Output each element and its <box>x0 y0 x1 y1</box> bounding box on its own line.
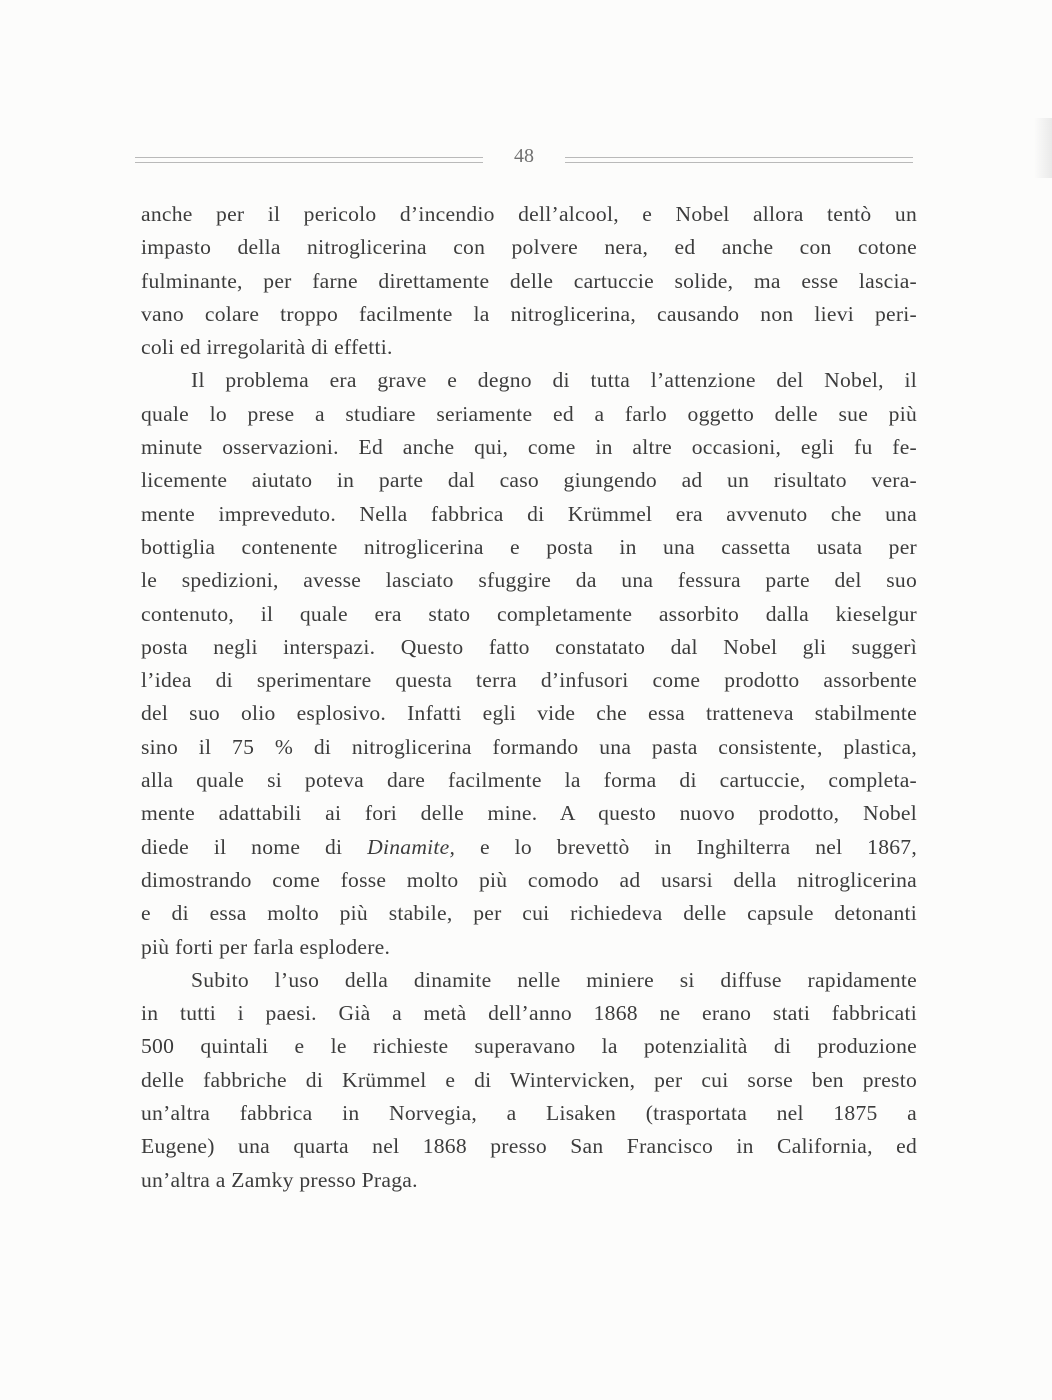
paragraph <box>141 198 917 364</box>
text-line: alla quale si poteva dare facilmente la forma di cartuccie, completa- <box>141 768 917 793</box>
paragraph <box>141 364 917 963</box>
text-line: minute osservazioni. Ed anche qui, come in altre occasioni, egli fu fe- <box>141 435 917 460</box>
text-line: le spedizioni, avesse lasciato sfuggire da una fessura parte del suo <box>141 568 917 593</box>
text-line: Subito l’uso della dinamite nelle miniere si diffuse rapidamente <box>191 967 917 992</box>
text-line: fulminante, per farne direttamente delle cartuccie solide, ma esse lascia- <box>141 268 917 293</box>
page-number: 48 <box>514 145 534 167</box>
text-line: impasto della nitroglicerina con polvere nera, ed anche con cotone <box>141 235 917 260</box>
text-line: sino il 75 % di nitroglicerina formando una pasta consistente, plastica, <box>141 734 917 759</box>
header-rule-right <box>565 157 913 163</box>
text-line: quale lo prese a studiare seriamente ed a farlo oggetto delle sue più <box>141 401 917 426</box>
text-line: anche per il pericolo d’incendio dell’alcool, e Nobel allora tentò un <box>141 202 917 226</box>
text-line: posta negli interspazi. Questo fatto constatato dal Nobel gli suggerì <box>141 634 917 659</box>
text-line: e di essa molto più stabile, per cui richiedeva delle capsule detonanti <box>141 901 917 926</box>
text-line: dimostrando come fosse molto più comodo ad usarsi della nitroglicerina <box>141 867 917 892</box>
text-line: Eugene) una quarta nel 1868 presso San Francisco in California, ed <box>141 1134 917 1159</box>
text-line: coli ed irregolarità di effetti. <box>141 335 393 360</box>
text-line: bottiglia contenente nitroglicerina e posta in una cassetta usata per <box>141 534 917 559</box>
text-line: 500 quintali e le richieste superavano la potenzialità di produzione <box>141 1034 917 1059</box>
paragraph <box>141 964 917 1197</box>
text-line: del suo olio esplosivo. Infatti egli vide che essa tratteneva stabilmente <box>141 701 917 726</box>
text-line: mente adattabili ai fori delle mine. A questo nuovo prodotto, Nobel <box>141 801 917 826</box>
page-edge-shadow <box>1034 118 1052 178</box>
text-line: più forti per farla esplodere. <box>141 934 391 959</box>
text-line: licemente aiutato in parte dal caso giungendo ad un risultato vera- <box>141 468 917 493</box>
text-line: vano colare troppo facilmente la nitroglicerina, causando non lievi peri- <box>141 301 917 326</box>
text-line: un’altra fabbrica in Norvegia, a Lisaken (trasportata nel 1875 a <box>141 1101 917 1126</box>
text-line: un’altra a Zamky presso Praga. <box>141 1167 418 1192</box>
text-line: contenuto, il quale era stato completamente assorbito dalla kieselgur <box>141 601 917 626</box>
body-text <box>141 198 917 1197</box>
text-line: in tutti i paesi. Già a metà dell’anno 1868 ne erano stati fabbricati <box>141 1001 917 1026</box>
text-line: Il problema era grave e degno di tutta l’attenzione del Nobel, il <box>191 368 917 393</box>
text-line: l’idea di sperimentare questa terra d’infusori come prodotto assorbente <box>141 668 917 693</box>
text-line: mente impreveduto. Nella fabbrica di Krümmel era avvenuto che una <box>141 501 917 526</box>
header-rule-left <box>135 157 483 163</box>
italic-term: Dinamite, <box>367 834 456 859</box>
page-header <box>135 145 913 175</box>
text-line: delle fabbriche di Krümmel e di Wintervicken, per cui sorse ben presto <box>141 1067 917 1092</box>
text-line-dinamite: diede il nome di Dinamite, e lo brevettò in Inghilterra nel 1867, <box>141 834 917 859</box>
